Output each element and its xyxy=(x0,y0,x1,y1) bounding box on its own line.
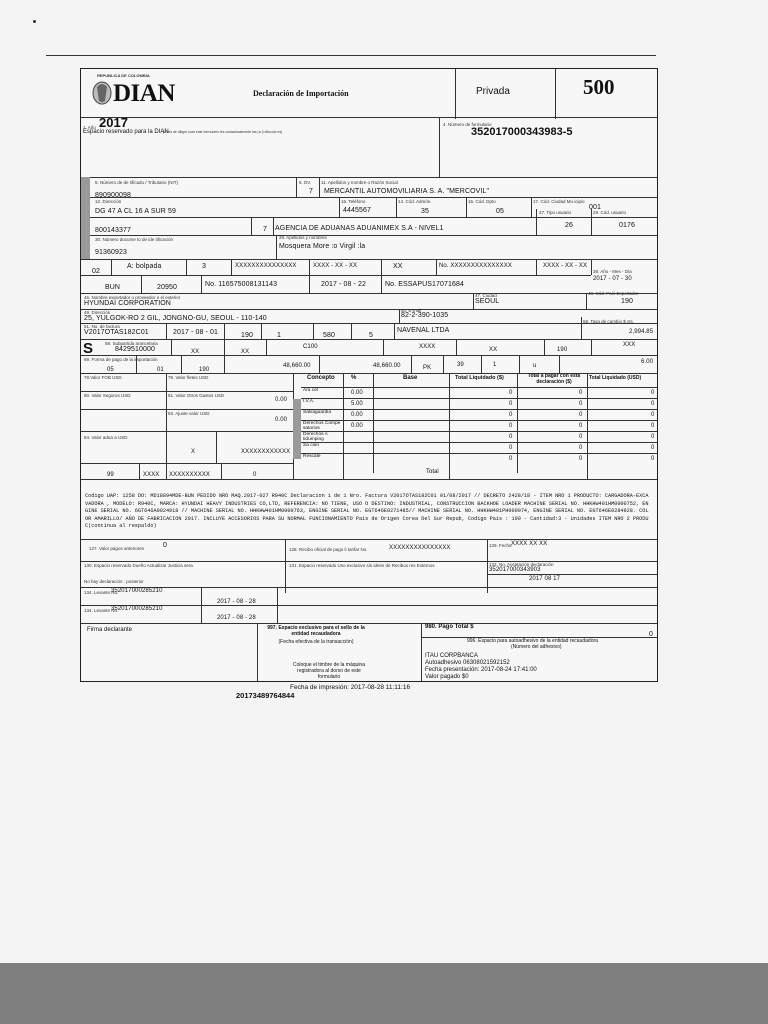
espacio-exclusivo: 997. Espacio exclusivo para el sello de la entidad recaudadora xyxy=(267,625,365,637)
decl-doc-transporte: No. ESSAPUS17071684 xyxy=(385,281,464,288)
valor-pagado: Valor pagado $0 xyxy=(425,674,469,680)
decl-tipo: A: bolpada xyxy=(127,263,162,270)
declarant-dv: 7 xyxy=(263,226,267,233)
tasa-label: 58. Tasa de cambio $ cts. xyxy=(583,319,634,324)
levante-value: 352017000285210 xyxy=(111,588,163,594)
cod-ciudad-label: 17. Cód. Ciudad Mu icipio xyxy=(533,199,585,204)
liquidation-row-concept: Rescate xyxy=(303,454,321,459)
form-number-label: 4. Número de formulario xyxy=(443,122,492,127)
cod-registro: X xyxy=(191,449,196,455)
concepto-header: Concepto xyxy=(307,375,335,381)
liquidation-row-line xyxy=(301,431,657,432)
decl-anterior: No. XXXXXXXXXXXXXXX xyxy=(439,263,512,269)
firma-label: Firma declarante xyxy=(87,627,133,633)
importer-phone: 4445567 xyxy=(343,207,371,214)
liquidation-row-zero: 0 xyxy=(651,390,655,396)
declarant-apellidos: Mosquera More :o Virgil :la xyxy=(279,243,366,250)
decl-tasa: 2,994.85 xyxy=(629,329,654,335)
fecha-value: XXXX XX XX xyxy=(511,541,548,547)
goods-tipo-import: 01 xyxy=(157,367,164,373)
decl-factura: V2017OTAS182C01 xyxy=(84,329,149,336)
decl-puerto: 5 xyxy=(369,332,373,339)
goods-embalaje: PK xyxy=(423,365,432,371)
liquidation-row-zero: 0 xyxy=(651,445,655,451)
forma-pago-label: 69. Forma de pago de la importación xyxy=(84,357,158,362)
tipo-usuario-label: 27. Tipo usuario xyxy=(539,210,572,215)
liquidation-row-line xyxy=(301,442,657,443)
section-liquidacion-bar xyxy=(293,399,301,459)
espacio-label: 131. Espacio reservado Uso exclusivo sin ideim de Recibos res Externos xyxy=(289,563,435,568)
dv-label: 6. DV. xyxy=(299,180,312,185)
liquidation-row-pct: 0.00 xyxy=(351,412,363,418)
ajuste-label: 83. Ajuste valor USD xyxy=(168,411,210,416)
nit-label: 5. Número de de Iificado / Tributario (NIT) xyxy=(95,180,179,185)
liquidation-row-line xyxy=(301,409,657,410)
address-label: 12. Dirección xyxy=(95,199,122,204)
subpartida-label: 59. Subpartida arancelaria xyxy=(105,341,158,346)
levante-fecha: 2017 - 08 - 28 xyxy=(217,599,256,605)
goods-cod-pais-ext: 190 xyxy=(199,367,210,373)
decl-cod-pais: 190 xyxy=(621,298,633,305)
banco-name: ITAU CORPBANCA xyxy=(425,653,478,659)
levante-label-2: 134. Levante No. xyxy=(84,608,119,613)
liquidation-row-zero: 0 xyxy=(579,423,583,429)
goods-bultos: 39 xyxy=(457,362,464,368)
fecha-efectiva: (Fecha efectiva de la transacción) xyxy=(278,639,354,645)
declaration-form xyxy=(80,68,658,682)
goods-peso-neto: 48,660.00 xyxy=(373,363,401,369)
speck xyxy=(33,20,36,23)
importer-address: DG 47 A CL 16 A SUR 59 xyxy=(95,208,176,215)
liquidation-row-line xyxy=(301,398,657,399)
goods-cod-acuerdo: XX xyxy=(489,347,498,353)
decl-cod-pais-proc: 190 xyxy=(241,332,253,339)
goods-description: Codigo UAP: 1258 DO: MD18894MDE-BUN PEDIDO NRO MAQ.2017-027 R940C Declaracion 1 de 1 Nro. Factura V2017OTAS182C01 01/08/2017 // DECRETO 2428/18 - ITEM NRO 1 PRODUCTO: CARGADORA-EXCAVADORA , MODELO: R940C, MARCA: HYUNDAI HEAVY INDUSTRIES CO,LTD, REFERENCIA: NO TIENE, USO O DESTINO: INDUSTRIAL, CONSTRUCCION BACKHOE LOADER MACHINE SERIAL NO. HHKHW401HM0000752, ENGINE SERIAL NO. 6GT646A0024918 // MACHINE SERIAL NO. HHKHW401HM0000763, ENGINE SERIAL NO. EGT646E0271485// MACHINE SERIAL NO. HHKHW401PH000074, ENGINE SERIAL NO. EGT646E0284928. COLOR AMARILLO/ AÑO DE FABRICACION 2017. INCLUYE ACCESORIOS PARA SU NORMAL FUNCIONAMIENTO Pais de Origen Corea Del Sur Repub, Codigo Pais : 190 - Cantidad:3 - Unidades ITEM NRO 2 PRODUC(continua al respaldo) xyxy=(85,493,649,530)
goods-cod-modalidad: XX xyxy=(191,349,200,355)
decl-cod-admin: XX xyxy=(393,263,403,270)
goods-cantidad: 6.00 xyxy=(641,359,654,365)
cod-oficio: 99 xyxy=(107,472,114,478)
liquidation-row-line xyxy=(301,387,657,388)
fecha-impresion: Fecha de impresión: 2017-08-28 11:11:16 xyxy=(290,684,411,691)
otros-value: 0.00 xyxy=(275,397,288,403)
decl-clase: 02 xyxy=(92,268,100,275)
liquidation-row-zero: 0 xyxy=(651,412,655,418)
form-title: Declaración de Importación xyxy=(253,89,349,98)
programa-value: XXXXXXXXXX xyxy=(169,472,211,478)
cod-dpto-label: 15. Cód. Dpto xyxy=(468,199,496,204)
goods-subpartidas: 1 xyxy=(493,362,497,368)
decl-fecha-anterior: XXXX - XX - XX xyxy=(543,263,588,269)
estado-label: 130. Espacio reservado Dueño Actualizar Justicia sera xyxy=(84,563,193,568)
liquidation-row-zero: 0 xyxy=(579,390,583,396)
dian-emblem-icon xyxy=(91,79,113,105)
declarant-nit: 800143377 xyxy=(95,227,131,234)
dian-logo-block xyxy=(87,73,177,115)
liquidation-row-zero: 0 xyxy=(651,434,655,440)
goods-forma-pago: XXXX xyxy=(419,344,436,350)
liquidation-row-zero: 0 xyxy=(509,423,513,429)
declarant-name: AGENCIA DE ADUANAS ADUANIMEX S.A - NIVEL1 xyxy=(275,225,444,232)
liquidation-row-zero: 0 xyxy=(509,390,513,396)
cod-ser-value: 0 xyxy=(253,472,257,478)
dian-logo-text: DIAN xyxy=(113,80,175,107)
seguros-label: 80. Valor Seguros USD xyxy=(84,393,131,398)
total-pagar-header: Total a pagar con esta declaración ($) xyxy=(527,373,581,385)
recibo-value: XXXXXXXXXXXXXXX xyxy=(389,545,451,551)
pagos-label: 127. Valor pagos anteriores xyxy=(89,546,144,551)
year-value: 2017 xyxy=(99,115,128,130)
decl-fecha-manifiesto: 2017 - 08 - 22 xyxy=(321,281,366,288)
anio-value: XXXX xyxy=(143,472,160,478)
email-label: 50. E-mail xyxy=(401,308,422,313)
liquidation-row-zero: 0 xyxy=(651,423,655,429)
ajuste-value: 0.00 xyxy=(275,417,288,423)
form-number: 352017000343983-5 xyxy=(471,126,573,138)
liquidation-row-zero: 0 xyxy=(509,401,513,407)
liquidation-row-zero: 0 xyxy=(579,412,583,418)
goods-cod-pais-origen: XXX xyxy=(623,342,636,348)
doc-label: 30. Número docume to de ide tificación xyxy=(95,237,174,242)
liquidation-row-concept: Derechos A tidumping xyxy=(303,432,328,442)
name-label: 11. Apellidos y nombre o Razón Social xyxy=(321,180,398,185)
importer-nit: 890900098 xyxy=(95,192,131,199)
liquidation-row-zero: 0 xyxy=(651,401,655,407)
decl-exportador: HYUNDAI CORPORATION xyxy=(84,300,171,307)
decl-email: 82-2-390-1035 xyxy=(401,312,449,319)
levante-label: 134. Levante No. xyxy=(84,590,119,595)
pago-total: 0 xyxy=(649,631,653,638)
decl-cod-deposito: 20950 xyxy=(157,284,177,291)
ciudad-label: 47. Ciudad xyxy=(475,293,497,298)
liquidation-row-concept: Derechos Compe satorios xyxy=(303,421,341,431)
s-mark: S xyxy=(83,340,94,357)
fecha-aceptacion: 2017 08 17 xyxy=(529,576,561,582)
liquidation-row-zero: 0 xyxy=(579,401,583,407)
base-header: Base xyxy=(403,375,418,381)
fob-label: 78.Valor FOB USD xyxy=(84,375,122,380)
liquidation-row-zero: 0 xyxy=(579,434,583,440)
apellidos-label: 29. Apellidos y nombres xyxy=(279,235,327,240)
barcode-number: 20173489764844 xyxy=(236,691,295,700)
levante-fecha-2: 2017 - 08 - 28 xyxy=(217,615,256,621)
aceptacion-label: 132. No. Aceptación declaración xyxy=(489,562,554,567)
importer-cod-ciudad: 001 xyxy=(589,204,601,211)
aduana-label: 84. Valor adua a USD xyxy=(84,435,128,440)
page-edge-line xyxy=(46,55,656,56)
aceptacion-value: 352017000343903 xyxy=(489,567,541,573)
privada-label: Privada xyxy=(476,86,510,97)
liquidation-row-pct: 0.00 xyxy=(351,423,363,429)
levante-value-2: 352017000285210 xyxy=(111,606,163,612)
section-declarant-bar xyxy=(81,217,90,259)
goods-peso-bruto: 48,660.00 xyxy=(283,363,311,369)
total-liq-header: Total Liquidado ($) xyxy=(455,375,504,381)
year-label: 1. Año xyxy=(83,125,96,130)
cod-usuario-label: 28. Cód. usuario xyxy=(593,210,627,215)
goods-cod-unidad: u xyxy=(533,363,537,369)
liquidation-row-zero: 0 xyxy=(579,445,583,451)
section-importer-bar xyxy=(81,177,90,217)
recibo-label: 128. Recibo oficial de pago li tarifar No. xyxy=(289,547,368,552)
liquidation-row-zero: 0 xyxy=(509,434,513,440)
liquidation-row-concept: Salvaguardia xyxy=(303,410,332,415)
autoadhesivo-label: 996. Espacio para autoadhesivo de la entidad recaudadora xyxy=(467,638,598,644)
decl-manifiesto: No. 116575008131143 xyxy=(205,281,278,288)
liquidation-row-zero: 0 xyxy=(651,456,655,462)
scan-bottom-band xyxy=(0,963,768,1024)
importer-cod-admin: 35 xyxy=(421,208,429,215)
decl-bandera: 580 xyxy=(323,332,335,339)
fecha-presentacion: Fecha presentación: 2017-08-24 17:41:00 xyxy=(425,667,537,673)
liquidation-row-concept: I.V.A. xyxy=(303,399,315,404)
decl-transportador: NAVENAL LTDA xyxy=(397,327,450,334)
decl-lugar: BUN xyxy=(105,284,121,291)
cod-pais-label: 48. Cód. País Exportador xyxy=(588,291,639,296)
liquidation-row-concept: Sa ción xyxy=(303,443,319,448)
liquidation-row-zero: 0 xyxy=(509,456,513,462)
decl-ciudad: SEOUL xyxy=(475,298,500,305)
cod-admin-label: 14. Cód. Admón. xyxy=(398,199,432,204)
total-liq-usd-header: Total Liquidado (USD) xyxy=(589,375,642,381)
decl-fecha-factura: 2017 - 08 - 01 xyxy=(173,329,218,336)
phone-label: 15. Teléfono xyxy=(341,199,366,204)
pagos-value: 0 xyxy=(163,542,167,549)
reserved-label: Espacio reservado para la DIAN xyxy=(83,129,169,135)
no-hay-label: No hay declaración : posterior xyxy=(84,579,144,584)
decl-permiso: XXXXXXXXXXXXXXX xyxy=(235,263,297,269)
exportador-label: 46. Nombre exportador o proveedor e el exterior xyxy=(84,295,181,300)
form-code: 500 xyxy=(583,75,615,99)
goods-forma-pago-val: 05 xyxy=(107,367,114,373)
liquidation-row-line xyxy=(301,420,657,421)
liquidation-row-pct: 5.00 xyxy=(351,401,363,407)
liquidation-row-line xyxy=(301,453,657,454)
registro-numero: XXXXXXXXXXXX xyxy=(241,449,291,455)
cod-usuario: 0176 xyxy=(619,222,635,229)
decl-fecha-anterior2: 2017 - 07 - 30 xyxy=(593,276,632,282)
goods-subpartida: 8429510000 xyxy=(115,346,155,353)
pct-header: % xyxy=(351,375,357,381)
coloque-note: Coloque el timbre de la máquina registradora al dorso de este formulario xyxy=(293,662,365,680)
goods-tipo-acuerdo: C100 xyxy=(303,344,318,350)
fletes-label: 79. Valor fletes USD xyxy=(168,375,209,380)
liquidation-row-zero: 0 xyxy=(509,445,513,451)
decl-direccion: 25, YULGOK-RO 2 GIL, JONGNO-GU, SEOUL - 110-140 xyxy=(84,315,267,322)
total-label: Total xyxy=(426,469,439,475)
importer-dv: 7 xyxy=(309,188,313,195)
liquidation-row-pct: 0.00 xyxy=(351,390,363,396)
otros-label: 81. Valor Otros Gastos USD xyxy=(168,393,225,398)
liquidation-row-zero: 0 xyxy=(579,456,583,462)
tipo-usuario: 26 xyxy=(565,222,573,229)
decl-via: 1 xyxy=(277,332,281,339)
autoadhesivo-number: Autoadhesivo 06308021592152 xyxy=(425,660,510,666)
pago-total-label: 980. Pago Total $ xyxy=(425,624,474,630)
reserved-note: (A tes de diligre soar este formulario les cuidadosamente las (a (i dilucolo es) xyxy=(163,130,283,134)
fecha-anterior-label: 38. Año - Mes - Día xyxy=(593,269,632,274)
declarant-doc: 91360923 xyxy=(95,249,127,256)
numero-adhesivo: (Número del adhesivo) xyxy=(511,644,562,650)
liquidation-row-concept: Ara cel xyxy=(303,388,318,393)
goods-cod-pais-compra: XX xyxy=(241,349,250,355)
decl-cod: 3 xyxy=(202,263,206,270)
direccion-label: 49. Dirección xyxy=(84,310,111,315)
decl-fecha-permiso: XXXX - XX - XX xyxy=(313,263,358,269)
republic-label: REPUBLICA DE COLOMBIA xyxy=(97,73,150,78)
importer-name: MERCANTIL AUTOMOVILIARIA S. A. "MERCOVIL" xyxy=(324,188,490,195)
goods-pais-origen: 190 xyxy=(557,347,568,353)
liquidation-row-zero: 0 xyxy=(509,412,513,418)
fecha-label: 129. Fecha xyxy=(489,543,512,548)
importer-cod-dpto: 05 xyxy=(496,208,504,215)
factura-label: 51. No. de factura xyxy=(84,324,120,329)
